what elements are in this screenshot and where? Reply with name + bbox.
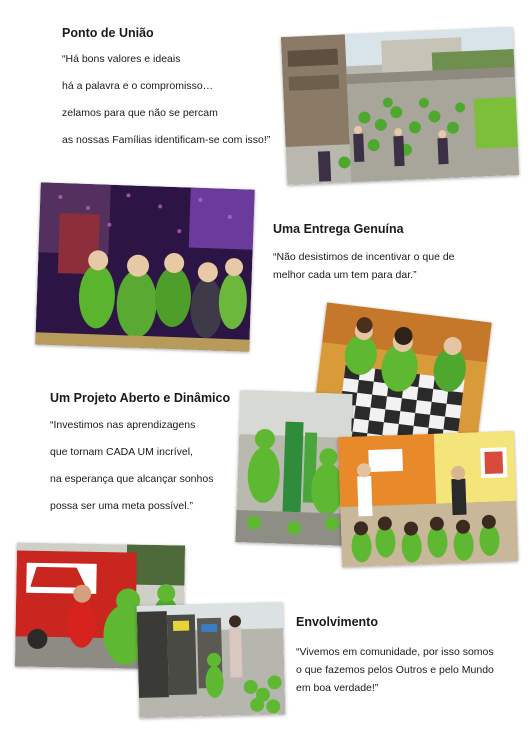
section-title-um-projeto-aberto: Um Projeto Aberto e Dinâmico (50, 391, 231, 405)
section-text-ponto-de-uniao (62, 46, 270, 154)
verse-line: em boa verdade!” (296, 682, 379, 694)
verse-line: “Investimos nas aprendizagens (50, 419, 196, 431)
verse-line: “Vivemos em comunidade, por isso somos (296, 646, 494, 658)
section-title-uma-entrega-genuina: Uma Entrega Genuína (273, 222, 404, 236)
section-text-envolvimento (296, 643, 494, 697)
verse-line: “Não desistimos de incentivar o que de (273, 251, 455, 263)
verse-line: há a palavra e o compromisso… (62, 80, 214, 92)
verse-line: zelamos para que não se percam (62, 107, 218, 119)
green-costumes-photo (235, 390, 352, 546)
playground-photo (281, 27, 519, 185)
verse-line: melhor cada um tem para dar.” (273, 269, 417, 281)
verse-line: na esperança que alcançar sonhos (50, 473, 214, 485)
section-text-um-projeto-aberto (50, 412, 213, 520)
verse-line: o que fazemos pelos Outros e pelo Mundo (296, 664, 494, 676)
party-photo (35, 182, 255, 351)
recycling-photo (137, 602, 286, 718)
section-text-uma-entrega-genuina (273, 248, 455, 284)
section-title-envolvimento: Envolvimento (296, 615, 378, 629)
classroom-photo (338, 431, 518, 567)
verse-line: que tornam CADA UM incrível, (50, 446, 193, 458)
section-title-ponto-de-uniao: Ponto de União (62, 26, 154, 40)
verse-line: “Há bons valores e ideais (62, 53, 181, 65)
verse-line: possa ser uma meta possível.” (50, 500, 193, 512)
verse-line: as nossas Famílias identificam-se com isso!” (62, 134, 271, 146)
